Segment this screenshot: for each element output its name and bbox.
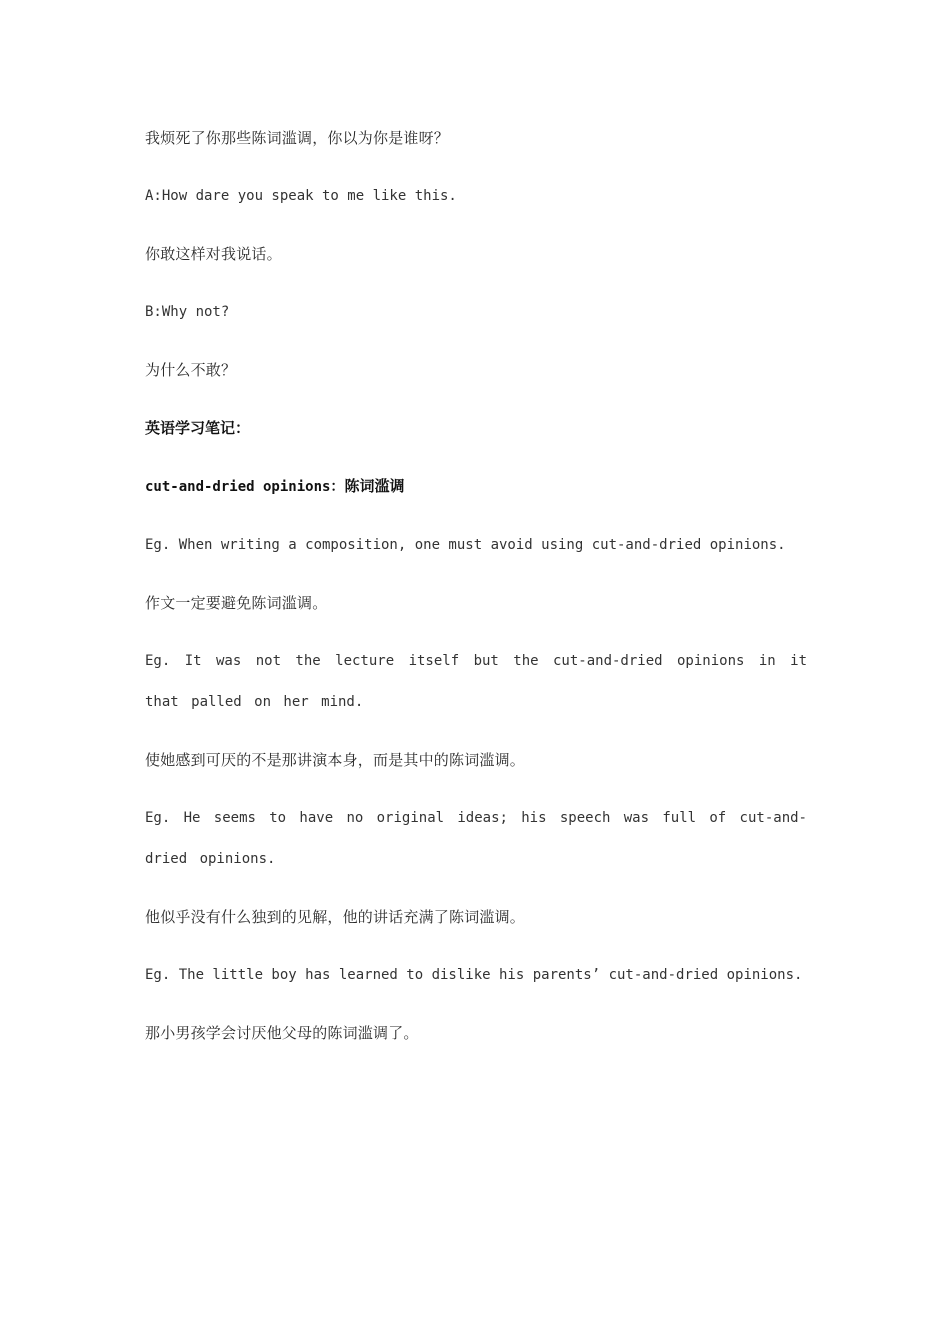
example-translation-4: 那小男孩学会讨厌他父母的陈词滥调了。 [145,1024,419,1042]
vocabulary-term [145,466,807,508]
dialogue-line-b: B:Why not? [145,304,230,320]
example-translation-3: 他似乎没有什么独到的见解，他的讲话充满了陈词滥调。 [145,908,526,926]
vocabulary-term-chinese: 陈词滥调 [344,477,405,495]
document-body [145,118,807,1071]
example-sentence-1: Eg. When writing a composition, one must avoid using cut-and-dried opinions. [145,537,786,553]
dialogue-line-chinese: 我烦死了你那些陈词滥调，你以为你是谁呀？ [145,129,450,147]
example-sentence-3: Eg. He seems to have no original ideas; his speech was full of cut-and-dried opinions. [145,810,807,867]
vocabulary-term-english: cut-and-dried opinions： [145,479,345,495]
dialogue-translation-b: 为什么不敢？ [145,361,237,379]
example-translation-1: 作文一定要避免陈词滥调。 [145,594,328,612]
dialogue-line-a: A:How dare you speak to me like this. [145,188,457,204]
example-sentence-2: Eg. It was not the lecture itself but the cut-and-dried opinions in it that palled on her mind. [145,653,807,710]
example-translation-2: 使她感到可厌的不是那讲演本身，而是其中的陈词滥调。 [145,751,526,769]
dialogue-translation-a: 你敢这样对我说话。 [145,245,282,263]
notes-heading: 英语学习笔记： [145,419,251,437]
example-sentence-4: Eg. The little boy has learned to dislike his parents’ cut-and-dried opinions. [145,967,803,983]
